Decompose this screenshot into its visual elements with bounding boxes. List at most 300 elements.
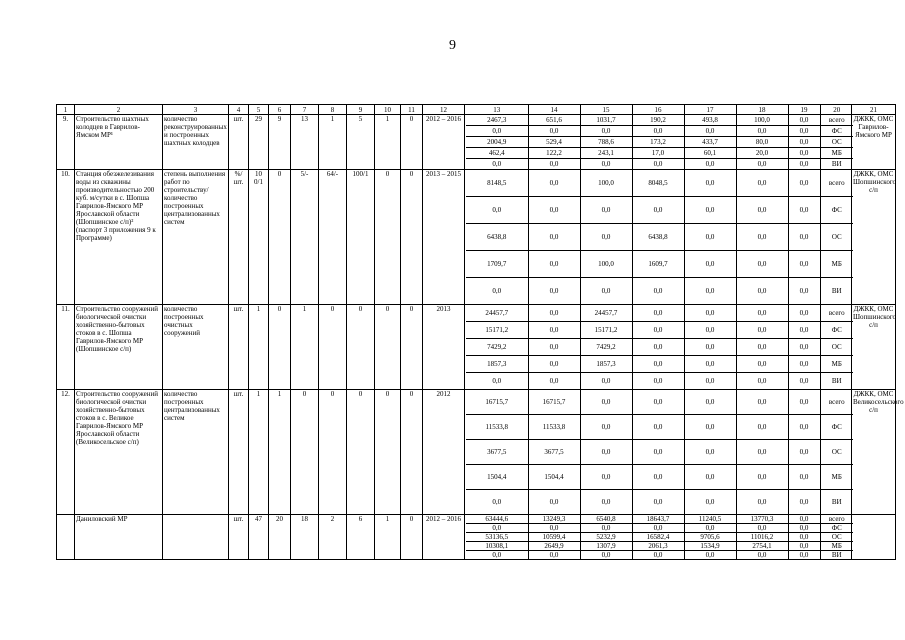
funding-source: ФС	[820, 524, 853, 533]
finance-value: 11240,5	[684, 515, 736, 524]
finance-value: 0,0	[528, 170, 580, 197]
finance-cell	[465, 390, 852, 515]
finance-value: 3677,5	[466, 440, 528, 465]
finance-value: 0,0	[736, 322, 788, 339]
value-cell: 0	[401, 515, 423, 560]
finance-value: 0,0	[580, 465, 632, 490]
finance-value: 1857,3	[466, 356, 528, 373]
value-cell: 0	[401, 115, 423, 170]
finance-row	[466, 224, 853, 251]
finance-value: 0,0	[788, 524, 820, 533]
table-row	[57, 515, 896, 560]
finance-value: 0,0	[788, 224, 820, 251]
table-row	[57, 305, 896, 390]
executor-cell: ДЖКК, ОМС Великосельского с/п	[852, 390, 896, 515]
finance-row	[466, 305, 853, 322]
finance-value: 6438,8	[466, 224, 528, 251]
finance-row	[466, 115, 853, 126]
finance-value: 0,0	[684, 305, 736, 322]
finance-value: 0,0	[632, 415, 684, 440]
finance-value: 8148,5	[466, 170, 528, 197]
finance-value: 0,0	[466, 159, 528, 170]
funding-source: всего	[820, 170, 853, 197]
finance-cell	[465, 515, 852, 560]
finance-value: 651,6	[528, 115, 580, 126]
finance-row	[466, 515, 853, 524]
finance-value: 0,0	[580, 551, 632, 560]
finance-value: 173,2	[632, 137, 684, 148]
finance-value: 0,0	[466, 490, 528, 515]
header-cell: 15	[580, 105, 632, 114]
finance-value: 13249,3	[528, 515, 580, 524]
table-row	[57, 390, 896, 515]
finance-value: 16715,7	[466, 390, 528, 415]
funding-source: ФС	[820, 415, 853, 440]
finance-row	[466, 137, 853, 148]
finance-value: 15171,2	[580, 322, 632, 339]
value-cell: 1	[319, 115, 347, 170]
funding-source: всего	[820, 115, 853, 126]
finance-value: 0,0	[632, 524, 684, 533]
finance-value: 0,0	[528, 305, 580, 322]
finance-value: 0,0	[684, 490, 736, 515]
finance-value: 0,0	[632, 356, 684, 373]
finance-value: 0,0	[684, 390, 736, 415]
finance-value: 0,0	[684, 197, 736, 224]
finance-value: 0,0	[632, 305, 684, 322]
header-cell: 11	[401, 105, 423, 115]
finance-subtable	[466, 515, 853, 559]
finance-value: 0,0	[684, 170, 736, 197]
finance-value: 0,0	[580, 524, 632, 533]
finance-value: 0,0	[580, 126, 632, 137]
value-cell: 0	[401, 170, 423, 305]
finance-value: 0,0	[632, 126, 684, 137]
finance-value: 10599,4	[528, 533, 580, 542]
funding-source: ВИ	[831, 551, 842, 559]
period-cell: 2012 – 2016	[423, 115, 465, 170]
page-number: 9	[449, 38, 456, 53]
value-cell: 0	[319, 390, 347, 515]
period-cell: 2013	[423, 305, 465, 390]
funding-source: ФС	[820, 197, 853, 224]
period-cell: 2012 – 2016	[423, 515, 465, 560]
finance-row	[466, 440, 853, 465]
finance-value: 7429,2	[466, 339, 528, 356]
finance-value: 433,7	[684, 137, 736, 148]
finance-value: 15171,2	[466, 322, 528, 339]
finance-value: 1609,7	[632, 251, 684, 278]
unit-cell: %/ шт.	[229, 170, 249, 305]
finance-value: 0,0	[788, 533, 820, 542]
value-cell: 64/-	[319, 170, 347, 305]
finance-value: 16715,7	[528, 390, 580, 415]
finance-subtable	[466, 115, 853, 169]
finance-value: 529,4	[528, 137, 580, 148]
finance-value: 18643,7	[632, 515, 684, 524]
finance-value: 493,8	[684, 115, 736, 126]
measure-name: Строительство сооружений биологической очистки хозяйственно-бытовых стоков в с. Шопша Гаврилов-Ямского МР (Шопшинское с/п)	[75, 305, 163, 390]
finance-value: 0,0	[528, 524, 580, 533]
finance-cell	[465, 115, 852, 170]
finance-value: 788,6	[580, 137, 632, 148]
value-cell: 1	[375, 115, 401, 170]
finance-value: 0,0	[466, 197, 528, 224]
value-cell: 9	[269, 115, 291, 170]
header-cell: 17	[684, 105, 736, 114]
finance-value: 0,0	[736, 415, 788, 440]
header-cell: 1	[57, 105, 75, 115]
finance-value: 0,0	[736, 224, 788, 251]
finance-value: 0,0	[684, 251, 736, 278]
finance-value: 462,4	[466, 148, 528, 159]
row-number: 10.	[57, 170, 75, 305]
header-cell: 9	[347, 105, 375, 115]
funding-source: МБ	[820, 542, 853, 551]
finance-value: 9705,6	[684, 533, 736, 542]
funding-source: ОС	[820, 224, 853, 251]
header-finance-cell	[465, 105, 852, 115]
finance-value: 0,0	[736, 524, 788, 533]
finance-row	[466, 159, 853, 170]
finance-value: 0,0	[788, 415, 820, 440]
finance-row	[466, 197, 853, 224]
header-cell: 4	[229, 105, 249, 115]
finance-value: 190,2	[632, 115, 684, 126]
finance-value: 0,0	[788, 465, 820, 490]
finance-value: 0,0	[528, 356, 580, 373]
finance-value: 24457,7	[580, 305, 632, 322]
finance-value: 0,0	[788, 322, 820, 339]
finance-value: 0,0	[736, 339, 788, 356]
finance-value: 5232,9	[580, 533, 632, 542]
finance-value: 60,1	[684, 148, 736, 159]
finance-value: 0,0	[632, 373, 684, 390]
finance-value: 0,0	[528, 373, 580, 390]
finance-value: 0,0	[788, 373, 820, 390]
finance-value: 11016,2	[736, 533, 788, 542]
finance-row	[466, 373, 853, 390]
value-cell: 0	[401, 305, 423, 390]
finance-row	[466, 148, 853, 159]
executor-cell: ДЖКК, ОМС Гаврилов-Ямского МР	[852, 115, 896, 170]
finance-value: 100,0	[580, 170, 632, 197]
program-table	[56, 104, 904, 560]
finance-value: 0,0	[528, 322, 580, 339]
finance-value: 0,0	[528, 339, 580, 356]
finance-row	[466, 126, 853, 137]
finance-value: 0,0	[788, 197, 820, 224]
finance-row	[466, 490, 853, 515]
finance-value: 13770,3	[736, 515, 788, 524]
finance-value: 16582,4	[632, 533, 684, 542]
header-cell: 2	[75, 105, 163, 115]
finance-value: 1031,7	[580, 115, 632, 126]
finance-value: 0,0	[528, 159, 580, 170]
finance-value: 7429,2	[580, 339, 632, 356]
funding-source: всего	[820, 305, 853, 322]
finance-value: 3677,5	[528, 440, 580, 465]
row-number: 9.	[57, 115, 75, 170]
value-cell: 0	[347, 305, 375, 390]
finance-subtable	[466, 305, 853, 389]
funding-source: МБ	[820, 356, 853, 373]
finance-value: 0,0	[736, 305, 788, 322]
row-number	[57, 515, 75, 560]
finance-value: 6438,8	[632, 224, 684, 251]
finance-row	[466, 533, 853, 542]
finance-value: 10308,1	[466, 542, 528, 551]
finance-value: 0,0	[528, 251, 580, 278]
finance-value: 0,0	[788, 339, 820, 356]
finance-value: 0,0	[684, 356, 736, 373]
indicator-name: количество построенных очистных сооружений	[163, 305, 229, 390]
finance-value: 0,0	[788, 126, 820, 137]
finance-value: 0,0	[736, 490, 788, 515]
finance-value: 0,0	[736, 251, 788, 278]
indicator-name: количество реконструированных и построенных шахтных колодцев	[163, 115, 229, 170]
finance-row	[466, 356, 853, 373]
header-cell: 14	[528, 105, 580, 114]
finance-value: 80,0	[736, 137, 788, 148]
header-cell: 19	[788, 105, 820, 114]
finance-value: 0,0	[466, 524, 528, 533]
finance-value: 0,0	[466, 373, 528, 390]
finance-value: 0,0	[684, 224, 736, 251]
unit-cell: шт.	[229, 390, 249, 515]
finance-value: 0,0	[788, 278, 820, 305]
value-cell: 0	[375, 390, 401, 515]
finance-value: 6540,8	[580, 515, 632, 524]
finance-value: 0,0	[684, 159, 736, 170]
finance-value: 0,0	[580, 224, 632, 251]
funding-source: ОС	[820, 339, 853, 356]
value-cell: 0	[269, 170, 291, 305]
value-cell: 47	[249, 515, 269, 560]
value-cell: 20	[269, 515, 291, 560]
finance-value: 0,0	[466, 278, 528, 305]
table-row	[57, 115, 896, 170]
finance-value: 0,0	[736, 551, 788, 560]
value-cell: 6	[347, 515, 375, 560]
finance-value: 0,0	[684, 126, 736, 137]
value-cell: 100/1	[347, 170, 375, 305]
finance-value: 0,0	[736, 465, 788, 490]
header-cell: 12	[423, 105, 465, 115]
finance-value: 1504,4	[528, 465, 580, 490]
value-cell: 0	[291, 390, 319, 515]
finance-value: 0,0	[528, 551, 580, 560]
finance-value: 0,0	[736, 390, 788, 415]
finance-value: 53136,5	[466, 533, 528, 542]
finance-value: 0,0	[632, 465, 684, 490]
funding-source: ВИ	[831, 287, 842, 295]
header-cell: 10	[375, 105, 401, 115]
table-row	[57, 170, 896, 305]
funding-source: ФС	[820, 322, 853, 339]
finance-value: 0,0	[736, 159, 788, 170]
finance-value: 1709,7	[466, 251, 528, 278]
finance-value: 0,0	[736, 170, 788, 197]
finance-value: 24457,7	[466, 305, 528, 322]
finance-value: 0,0	[788, 115, 820, 126]
finance-value: 0,0	[632, 551, 684, 560]
finance-value: 0,0	[580, 440, 632, 465]
unit-cell: шт.	[229, 305, 249, 390]
finance-value: 0,0	[788, 551, 820, 560]
finance-value: 0,0	[528, 278, 580, 305]
finance-value: 0,0	[736, 197, 788, 224]
finance-value: 0,0	[580, 197, 632, 224]
value-cell: 1	[249, 390, 269, 515]
value-cell: 1	[269, 390, 291, 515]
finance-value: 0,0	[632, 197, 684, 224]
finance-value: 0,0	[736, 440, 788, 465]
finance-value: 0,0	[580, 390, 632, 415]
finance-row	[466, 390, 853, 415]
finance-value: 0,0	[684, 373, 736, 390]
finance-subtable	[466, 390, 853, 514]
finance-row	[466, 339, 853, 356]
value-cell: 0	[375, 170, 401, 305]
finance-value: 0,0	[632, 490, 684, 515]
finance-value: 1857,3	[580, 356, 632, 373]
header-cell: 18	[736, 105, 788, 114]
finance-cell	[465, 170, 852, 305]
value-cell: 2	[319, 515, 347, 560]
value-cell: 1	[291, 305, 319, 390]
finance-value: 2467,3	[466, 115, 528, 126]
finance-value: 11533,8	[528, 415, 580, 440]
value-cell: 0	[269, 305, 291, 390]
value-cell: 5/-	[291, 170, 319, 305]
finance-value: 0,0	[788, 356, 820, 373]
funding-source: ОС	[820, 533, 853, 542]
measure-name: Строительство шахтных колодцев в Гаврилов-Ямском МР¹	[75, 115, 163, 170]
finance-value: 20,0	[736, 148, 788, 159]
finance-subtable	[466, 170, 853, 304]
value-cell: 5	[347, 115, 375, 170]
finance-value: 0,0	[528, 490, 580, 515]
finance-value: 0,0	[684, 339, 736, 356]
funding-source: МБ	[820, 251, 853, 278]
finance-value: 0,0	[736, 278, 788, 305]
funding-source: ВИ	[831, 498, 842, 506]
finance-row	[466, 524, 853, 533]
executor-cell	[852, 515, 896, 560]
finance-value: 0,0	[736, 126, 788, 137]
finance-value: 0,0	[788, 251, 820, 278]
value-cell: 18	[291, 515, 319, 560]
executor-cell: ДЖКК, ОМС Шопшинского с/п	[852, 305, 896, 390]
row-number: 12.	[57, 390, 75, 515]
finance-value: 2754,1	[736, 542, 788, 551]
finance-value: 0,0	[788, 542, 820, 551]
finance-value: 8048,5	[632, 170, 684, 197]
finance-row	[466, 278, 853, 305]
measure-name: Станция обезжелезивания воды из скважины производительностью 200 куб. м/сутки в с. Шопша Гаврилов-Ямского МР Ярославской области (Шопшинское с/п)² (паспорт 3 приложения 9 к Программе)	[75, 170, 163, 305]
finance-value: 0,0	[632, 390, 684, 415]
finance-value: 0,0	[580, 490, 632, 515]
finance-value: 0,0	[788, 148, 820, 159]
table-body	[57, 105, 904, 560]
finance-value: 0,0	[528, 126, 580, 137]
header-cell: 6	[269, 105, 291, 115]
value-cell: 0	[347, 390, 375, 515]
funding-source: всего	[820, 515, 853, 524]
finance-value: 11533,8	[466, 415, 528, 440]
header-cell: 21	[852, 105, 896, 115]
finance-row	[466, 251, 853, 278]
finance-value: 243,1	[580, 148, 632, 159]
header-row	[57, 105, 896, 115]
header-cell: 8	[319, 105, 347, 115]
finance-value: 2649,9	[528, 542, 580, 551]
finance-row	[466, 542, 853, 551]
funding-source: МБ	[820, 465, 853, 490]
funding-source: ОС	[820, 440, 853, 465]
indicator-name: количество построенных централизованных систем	[163, 390, 229, 515]
executor-cell: ДЖКК, ОМС Шопшинского с/п	[852, 170, 896, 305]
finance-cell	[465, 305, 852, 390]
finance-value: 0,0	[788, 490, 820, 515]
finance-row	[466, 170, 853, 197]
finance-row	[466, 551, 853, 560]
finance-value: 0,0	[632, 322, 684, 339]
funding-source: ФС	[820, 126, 853, 137]
finance-value: 0,0	[684, 322, 736, 339]
finance-value: 0,0	[528, 224, 580, 251]
finance-value: 0,0	[788, 170, 820, 197]
finance-value: 0,0	[684, 278, 736, 305]
row-number: 11.	[57, 305, 75, 390]
finance-value: 0,0	[632, 278, 684, 305]
finance-value: 0,0	[684, 465, 736, 490]
header-cell: 7	[291, 105, 319, 115]
finance-value: 0,0	[736, 356, 788, 373]
period-cell: 2012	[423, 390, 465, 515]
finance-value: 0,0	[580, 415, 632, 440]
finance-value: 0,0	[788, 137, 820, 148]
funding-source: ВИ	[831, 160, 842, 168]
finance-value: 0,0	[528, 197, 580, 224]
finance-value: 1534,9	[684, 542, 736, 551]
measure-name: Строительство сооружений биологической очистки хозяйственно-бытовых стоков в с. Великое Гаврилов-Ямского МР Ярославской области (Великосельское с/п)	[75, 390, 163, 515]
indicator-name: степень выполнения работ по строительству/ количество построенных централизованных систем	[163, 170, 229, 305]
header-cell: 5	[249, 105, 269, 115]
finance-value: 0,0	[684, 415, 736, 440]
finance-value: 0,0	[788, 440, 820, 465]
finance-value: 0,0	[580, 159, 632, 170]
measure-name: Даниловский МР	[75, 515, 163, 560]
finance-value: 0,0	[788, 159, 820, 170]
unit-cell: шт.	[229, 515, 249, 560]
finance-value: 0,0	[466, 551, 528, 560]
finance-value: 63444,6	[466, 515, 528, 524]
finance-value: 0,0	[580, 373, 632, 390]
value-cell: 0	[375, 305, 401, 390]
header-cell: 3	[163, 105, 229, 115]
finance-value: 0,0	[788, 305, 820, 322]
finance-value: 0,0	[788, 390, 820, 415]
finance-value: 2004,9	[466, 137, 528, 148]
finance-value: 100,0	[580, 251, 632, 278]
header-cell: 20	[833, 105, 841, 114]
header-cell: 13	[466, 105, 528, 114]
value-cell: 10 0/1	[249, 170, 269, 305]
indicator-name	[163, 515, 229, 560]
value-cell: 0	[401, 390, 423, 515]
